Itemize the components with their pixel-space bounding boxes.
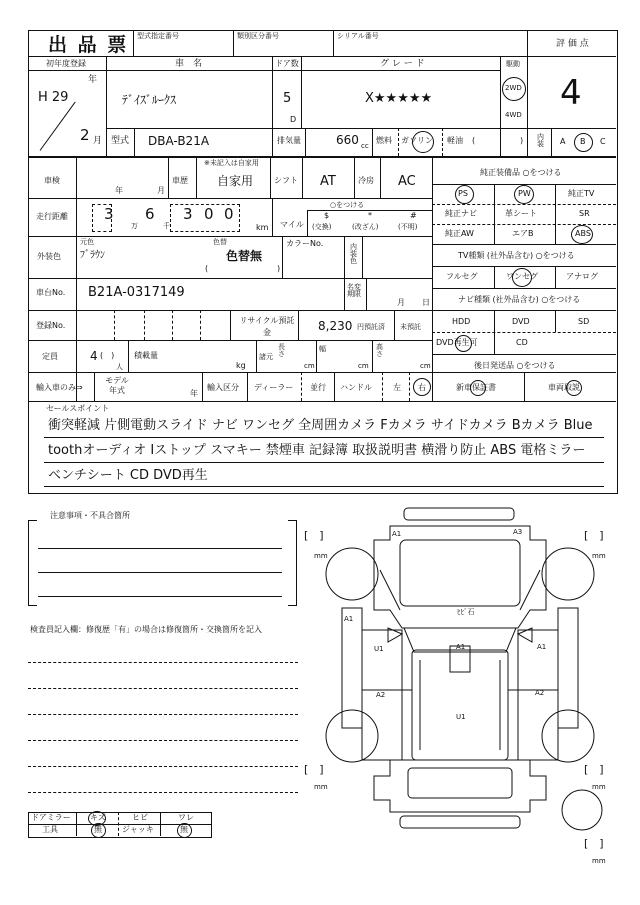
genuine-header: 純正装備品 ○をつける: [480, 168, 562, 177]
tire-bracket-front-left: [ ]: [304, 529, 324, 542]
inspector-label: 検査員記入欄：修復歴「有」の場合は修復箇所・交換箇所を記入: [30, 625, 262, 634]
drive-2wd-circle: [502, 77, 526, 101]
interior-color-label: 内装色: [350, 243, 357, 265]
navi-sd: SD: [578, 317, 590, 326]
tv-analog: アナログ: [566, 272, 598, 281]
height-label: 高さ: [376, 343, 383, 358]
navi-header: ナビ種類 (社外品含む) ○をつける: [458, 295, 581, 304]
jack-label: ジャッキ: [122, 825, 154, 834]
mileage-unknown: (不明): [398, 223, 418, 231]
orig-color-label: 元色: [80, 238, 94, 246]
tv-oneseg: ワンセグ: [506, 272, 538, 281]
grade-value: X★★★★★: [365, 91, 433, 106]
equip-genuine-aw: 純正AW: [445, 229, 474, 238]
model-code-label: 型式指定番号: [137, 32, 179, 40]
chassis-value: B21A-0317149: [88, 285, 185, 300]
fuel-paren-close: ): [520, 136, 524, 145]
reg-no-label: 登録No.: [36, 321, 66, 330]
caution-bracket-right: [288, 520, 297, 606]
sales-line-2: toothオーディオ Iストップ スマキー 禁煙車 記録簿 取扱説明書 横滑り防止 ABS 電格ミラー: [48, 443, 586, 458]
damage-a1-right: A1: [537, 643, 547, 651]
tv-fullseg: フルセグ: [446, 272, 478, 281]
mileage-star: *: [368, 211, 372, 220]
sales-line-1: 衝突軽減 片側電動スライド ナビ ワンセグ 全周囲カメラ Fカメラ サイドカメラ Bカメラ Blue: [48, 418, 593, 433]
displacement-label: 排気量: [277, 136, 301, 145]
tire-mm-rear-right: mm: [592, 783, 606, 791]
orig-color-value: ﾌﾞﾗｳﾝ: [80, 250, 105, 261]
tire-mm-spare: mm: [592, 857, 606, 865]
capacity-person-unit: 人: [116, 363, 123, 371]
tools-label: 工具: [42, 825, 58, 834]
mileage-label: 走行距離: [36, 212, 68, 221]
repaint-value: 色替無: [226, 249, 263, 263]
width-cm: cm: [358, 362, 369, 370]
length-cm: cm: [304, 362, 315, 370]
capacity-paren: ( ): [100, 351, 115, 360]
mileage-km: km: [256, 223, 269, 232]
damage-a2-left: A2: [376, 691, 386, 699]
jack-value-circle: [177, 823, 192, 838]
later-header: 後日発送品 ○をつける: [474, 361, 556, 370]
navi-dvd-play: DVD再生可: [436, 338, 478, 347]
mileage-digit-5: 0: [224, 205, 234, 223]
repaint-paren-close: ): [277, 264, 281, 273]
later-warranty-circle: [470, 380, 486, 396]
equip-abs-circle: [571, 225, 593, 244]
tools-value-circle: [91, 823, 106, 838]
fuel-gasoline: ガソリン: [401, 136, 433, 145]
model-year-label: モデル年式: [105, 376, 129, 395]
model-year-unit: 年: [190, 389, 198, 398]
tire-bracket-rear-left: [ ]: [304, 763, 324, 776]
later-manual: 車両取説: [548, 383, 580, 392]
import-type-label: 輸入区分: [207, 383, 239, 392]
fuel-gasoline-circle: [412, 131, 434, 153]
interior-b: B: [580, 137, 586, 146]
length-label: 長さ: [278, 343, 285, 358]
shift-value: AT: [320, 174, 336, 189]
mileage-exchange: (交換): [312, 223, 332, 231]
color-label: 外装色: [37, 252, 61, 261]
tools-value: 無: [94, 825, 102, 834]
cc-unit: cc: [361, 142, 369, 150]
damage-a1-left: A1: [344, 615, 354, 623]
fuel-label: 燃料: [376, 136, 392, 145]
interior-c: C: [600, 137, 606, 146]
import-label: 輸入車のみ⇒: [36, 383, 83, 392]
equip-ps-circle: [455, 185, 474, 204]
serial-label: シリアル番号: [337, 32, 379, 40]
damage-a2-right: A2: [535, 689, 545, 697]
score-label: 評 価 点: [556, 39, 589, 49]
interior-b-circle: [574, 133, 593, 152]
ac-label: 冷房: [358, 176, 374, 185]
grade-label: グ レ ー ド: [380, 59, 425, 69]
mileage-sen: 千: [163, 222, 170, 230]
ac-value: AC: [398, 174, 416, 189]
tire-bracket-spare: [ ]: [584, 837, 604, 850]
mileage-digit-1: 3: [104, 205, 114, 223]
equip-ps: PS: [458, 189, 468, 198]
displacement-value: 660: [336, 133, 359, 147]
damage-a3: A3: [513, 528, 523, 536]
height-cm: cm: [420, 362, 431, 370]
history-note: ※未記入は自家用: [204, 159, 259, 167]
color-no-label: カラーNo.: [286, 239, 324, 248]
equip-leather: 革シート: [505, 209, 537, 218]
reg-era-year: H 29: [38, 90, 69, 105]
interior-a: A: [560, 137, 566, 146]
mirror-label: ドアミラー: [31, 813, 71, 822]
tire-mm-front-right: mm: [592, 552, 606, 560]
mileage-mile: マイル: [280, 220, 304, 229]
mirror-value: キズ: [90, 813, 106, 822]
month-unit: 月: [93, 136, 103, 146]
navi-dvd-play-circle: [455, 335, 472, 352]
width-label: 幅: [319, 345, 326, 353]
mileage-hash: #: [410, 211, 417, 220]
handle-left: 左: [393, 383, 401, 392]
later-warranty: 新車保証書: [456, 383, 496, 392]
mileage-man: 万: [131, 222, 138, 230]
repaint-label: 色替: [213, 238, 227, 246]
doors-value: 5: [283, 91, 292, 106]
drive-4wd: 4WD: [505, 111, 522, 119]
car-name-label: 車 名: [175, 59, 203, 69]
tv-header: TV種類 (社外品含む) ○をつける: [458, 251, 575, 260]
door-suffix: D: [290, 115, 297, 124]
model-label: 型式: [111, 136, 130, 146]
navi-hdd: HDD: [452, 317, 471, 326]
capacity-label: 定員: [42, 352, 58, 361]
car-name: ﾃﾞｲｽﾞﾙｰｸｽ: [122, 93, 177, 107]
tire-mm-rear-left: mm: [314, 783, 328, 791]
recycle-not: 未預託: [400, 323, 421, 331]
doors-label: ドア数: [275, 59, 299, 68]
later-manual-circle: [566, 380, 582, 396]
navi-dvd: DVD: [512, 317, 530, 326]
crack-label: ヒビ: [132, 813, 148, 822]
interior-label: 内装: [537, 133, 544, 148]
name-change-day: 日: [422, 298, 430, 307]
name-change-month: 月: [397, 298, 405, 307]
first-reg-label: 初年度登録: [46, 59, 86, 68]
import-dealer: ディーラー: [254, 383, 294, 392]
chassis-label: 車台No.: [36, 288, 66, 297]
fuel-diesel: 軽油: [447, 136, 463, 145]
caution-bracket-left: [28, 520, 37, 606]
equip-genuine-navi: 純正ナビ: [445, 209, 477, 218]
import-parallel: 並行: [310, 383, 326, 392]
tire-bracket-front-right: [ ]: [584, 529, 604, 542]
drive-2wd: 2WD: [505, 84, 522, 92]
load-label: 積載量: [134, 351, 158, 360]
score-value: 4: [560, 73, 582, 113]
equip-sr: SR: [579, 209, 590, 218]
model-value: DBA-B21A: [148, 134, 210, 148]
dims-label: 諸元: [259, 353, 273, 361]
equip-airbag: エアB: [512, 229, 534, 238]
page-title: 出 品 票: [48, 34, 129, 56]
handle-right-circle: [413, 378, 431, 396]
shaken-month-unit: 月: [157, 186, 165, 195]
sales-line-3: ベンチシート CD DVD再生: [48, 468, 208, 483]
mileage-altered: (改ざん): [352, 223, 379, 231]
damage-a1-center: A1: [456, 643, 466, 651]
damage-u1-left: U1: [374, 645, 384, 653]
equip-pw-circle: [514, 185, 534, 204]
damage-u1-bottom: U1: [456, 713, 466, 721]
tire-bracket-rear-right: [ ]: [584, 763, 604, 776]
load-kg: kg: [236, 361, 246, 370]
history-value: 自家用: [217, 174, 254, 188]
handle-right: 右: [418, 383, 426, 392]
drive-label: 駆動: [506, 60, 520, 68]
year-unit: 年: [88, 75, 98, 85]
mileage-digit-2: 6: [145, 205, 155, 223]
damage-a1-top: A1: [392, 530, 402, 538]
capacity-value: 4: [90, 349, 98, 363]
jack-value: 無: [180, 825, 188, 834]
navi-cd: CD: [516, 338, 528, 347]
sales-points-label: セールスポイント: [46, 404, 110, 413]
shaken-label: 車検: [44, 176, 60, 185]
recycle-label: リサイクル預託金: [239, 316, 295, 337]
shift-label: シフト: [274, 176, 298, 185]
mileage-digit-3: 3: [183, 205, 193, 223]
tv-oneseg-circle: [512, 268, 532, 287]
break-label: ワレ: [178, 813, 194, 822]
recycle-amount: 8,230: [318, 319, 353, 333]
damage-hiseki: ﾋﾋﾞ石: [457, 608, 475, 616]
reg-month: 2: [80, 126, 90, 144]
mileage-circle-note: ○をつける: [330, 201, 365, 209]
shaken-year-unit: 年: [115, 186, 123, 195]
mileage-digit-4: 0: [204, 205, 214, 223]
category-label: 類別区分番号: [237, 32, 279, 40]
fuel-paren-open: (: [472, 136, 476, 145]
mileage-dollar: $: [324, 211, 330, 220]
equip-abs: ABS: [575, 229, 591, 238]
equip-pw: PW: [518, 189, 531, 198]
name-change-label: 名変期限: [347, 283, 361, 298]
equip-genuine-tv: 純正TV: [568, 189, 595, 198]
caution-label: 注意事項・不具合箇所: [50, 511, 130, 520]
history-label: 車歴: [172, 176, 188, 185]
recycle-unit: 円預託済: [357, 323, 385, 331]
tire-mm-front-left: mm: [314, 552, 328, 560]
handle-label: ハンドル: [340, 383, 372, 392]
repaint-paren-open: (: [205, 264, 209, 273]
